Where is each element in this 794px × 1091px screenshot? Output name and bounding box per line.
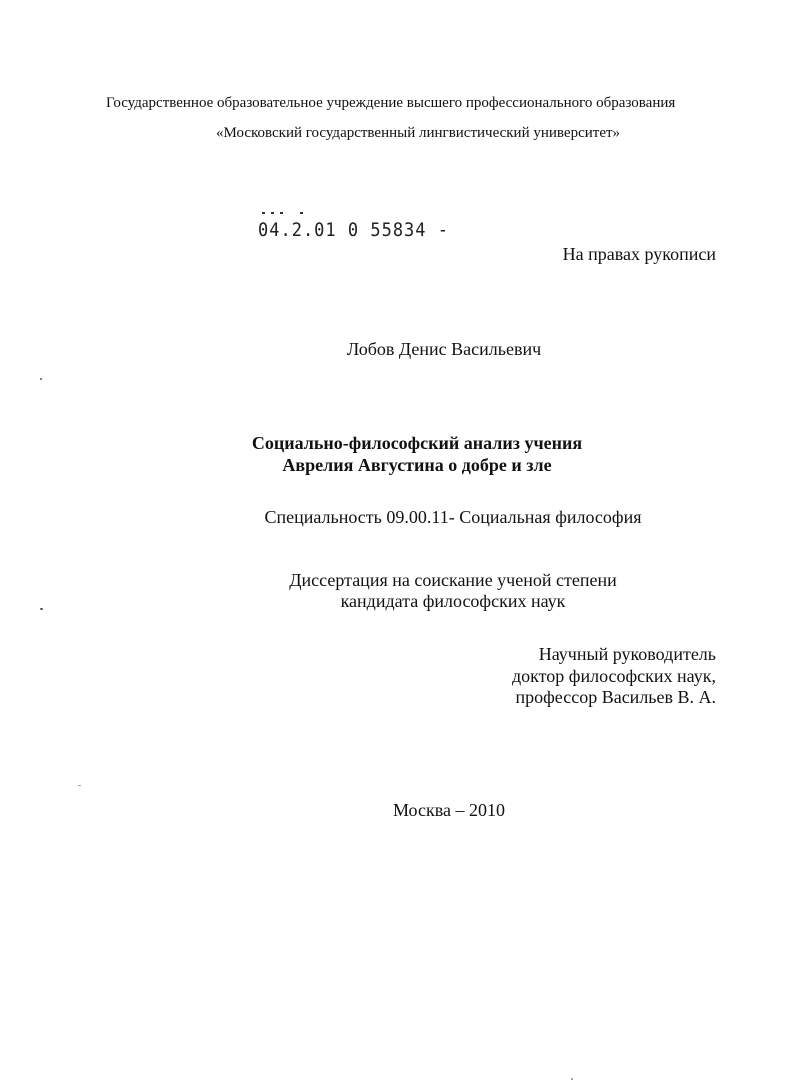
scan-speck <box>571 1078 573 1080</box>
degree-line-2: кандидата философских наук <box>340 591 566 611</box>
advisor-name: профессор Васильев В. А. <box>515 687 716 707</box>
dissertation-title-line-2: Аврелия Августина о добре и зле <box>282 455 552 475</box>
degree-line-1: Диссертация на соискание ученой степени <box>289 570 617 590</box>
institution-name: Государственное образовательное учреждение высшего профессионального образования <box>106 95 676 111</box>
author-name: Лобов Денис Васильевич <box>347 339 542 359</box>
scan-speck <box>40 378 42 380</box>
city-year: Москва – 2010 <box>393 800 505 820</box>
library-stamp-number: 04.2.01 0 55834 - <box>258 219 449 242</box>
university-name: «Московский государственный лингвистический университет» <box>216 125 621 141</box>
advisor-degree: доктор философских наук, <box>512 666 716 686</box>
rights-note: На правах рукописи <box>562 244 716 264</box>
dissertation-title-line-1: Социально-философский анализ учения <box>251 433 583 453</box>
scan-speck <box>40 608 43 610</box>
advisor-role: Научный руководитель <box>538 644 716 664</box>
specialty-line: Специальность 09.00.11- Социальная философия <box>264 507 642 527</box>
stamp-marks <box>262 212 306 217</box>
scan-speck <box>78 785 81 786</box>
